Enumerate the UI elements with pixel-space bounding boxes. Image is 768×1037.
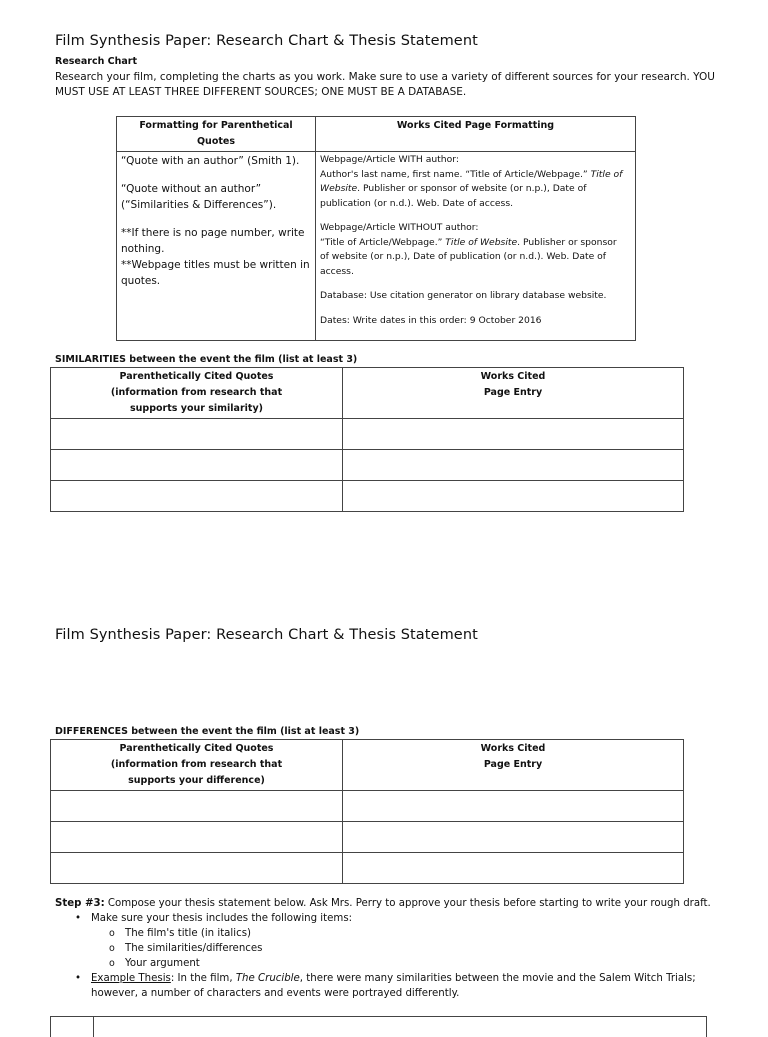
table-row [51, 481, 684, 512]
quote-cell[interactable] [51, 853, 343, 884]
works-cited-rules-cell [316, 152, 636, 341]
differences-caption: DIFFERENCES between the event the film (list at least 3) [55, 726, 360, 737]
without-author-line: of website (or n.p.), Date of publication (or n.d.). Web. Date of [320, 251, 606, 262]
entry-cell[interactable] [343, 419, 684, 450]
page-title: Film Synthesis Paper: Research Chart & Thesis Statement [55, 33, 478, 49]
rule-line: “Quote with an author” (Smith 1). [121, 155, 300, 167]
quote-cell[interactable] [51, 419, 343, 450]
intro-line: Research your film, completing the charts as you work. Make sure to use a variety of different sources for your research. YOU [55, 71, 715, 83]
differences-works-cited-header: Works Cited Page Entry [343, 740, 684, 791]
section-heading: Research Chart [55, 56, 138, 67]
thesis-box[interactable] [50, 1016, 707, 1037]
with-author-line: publication (or n.d.). Web. Date of access. [320, 197, 514, 209]
step3-instruction: Step #3: Compose your thesis statement below. Ask Mrs. Perry to approve your thesis before starting to write your rough draft. [55, 898, 711, 909]
list-item: o The film's title (in italics) [55, 926, 760, 941]
table-row [51, 853, 684, 884]
formatting-left-header: Formatting for Parenthetical Quotes [117, 117, 316, 152]
step3-block [55, 896, 760, 1001]
rule-line: nothing. [121, 243, 165, 255]
entry-cell[interactable] [343, 481, 684, 512]
parenthetical-rules-cell [117, 152, 316, 341]
entry-cell[interactable] [343, 450, 684, 481]
formatting-right-header: Works Cited Page Formatting [316, 117, 636, 152]
table-row [51, 419, 684, 450]
rule-line: **Webpage titles must be written in [121, 259, 310, 271]
page-title-2: Film Synthesis Paper: Research Chart & Thesis Statement [55, 627, 478, 643]
rule-line: “Quote without an author” [121, 183, 262, 195]
with-author-line: Website. Publisher or sponsor of website (or n.p.), Date of [320, 183, 587, 194]
dates-note: Dates: Write dates in this order: 9 October 2016 [320, 314, 542, 326]
without-author-line: “Title of Article/Webpage.” Title of Website. Publisher or sponsor [320, 236, 617, 248]
intro-paragraph [55, 70, 755, 100]
example-thesis-continued: however, a number of characters and events were portrayed differently. [91, 988, 460, 999]
rule-line: (“Similarities & Differences”). [121, 199, 277, 211]
with-author-line: Author's last name, first name. “Title of Article/Webpage.” Title of [320, 168, 623, 180]
list-item: o The similarities/differences [55, 941, 760, 956]
formatting-table [116, 116, 636, 341]
rule-line: quotes. [121, 275, 161, 287]
similarities-caption: SIMILARITIES between the event the film (list at least 3) [55, 354, 358, 365]
quote-cell[interactable] [51, 791, 343, 822]
differences-table [50, 739, 684, 884]
quote-cell[interactable] [51, 450, 343, 481]
quote-cell[interactable] [51, 822, 343, 853]
table-row [51, 822, 684, 853]
similarities-table [50, 367, 684, 512]
without-author-line: access. [320, 265, 354, 277]
intro-line: MUST USE AT LEAST THREE DIFFERENT SOURCES; ONE MUST BE A DATABASE. [55, 86, 467, 98]
without-author-label: Webpage/Article WITHOUT author: [320, 222, 479, 233]
thesis-box-divider [93, 1017, 94, 1037]
entry-cell[interactable] [343, 822, 684, 853]
similarities-works-cited-header: Works Cited Page Entry [343, 368, 684, 419]
example-thesis: • Example Thesis: In the film, The Crucible, there were many similarities between the movie and the Salem Witch Trials; [55, 971, 760, 986]
list-item: o Your argument [55, 956, 760, 971]
similarities-quotes-header: Parenthetically Cited Quotes (information from research that supports your similarity) [51, 368, 343, 419]
table-row [51, 791, 684, 822]
table-row [51, 450, 684, 481]
differences-quotes-header: Parenthetically Cited Quotes (information from research that supports your difference) [51, 740, 343, 791]
rule-line: **If there is no page number, write [121, 227, 305, 239]
entry-cell[interactable] [343, 791, 684, 822]
with-author-label: Webpage/Article WITH author: [320, 154, 459, 165]
entry-cell[interactable] [343, 853, 684, 884]
quote-cell[interactable] [51, 481, 343, 512]
list-item: • Make sure your thesis includes the following items: [55, 911, 760, 926]
database-note: Database: Use citation generator on library database website. [320, 290, 607, 301]
